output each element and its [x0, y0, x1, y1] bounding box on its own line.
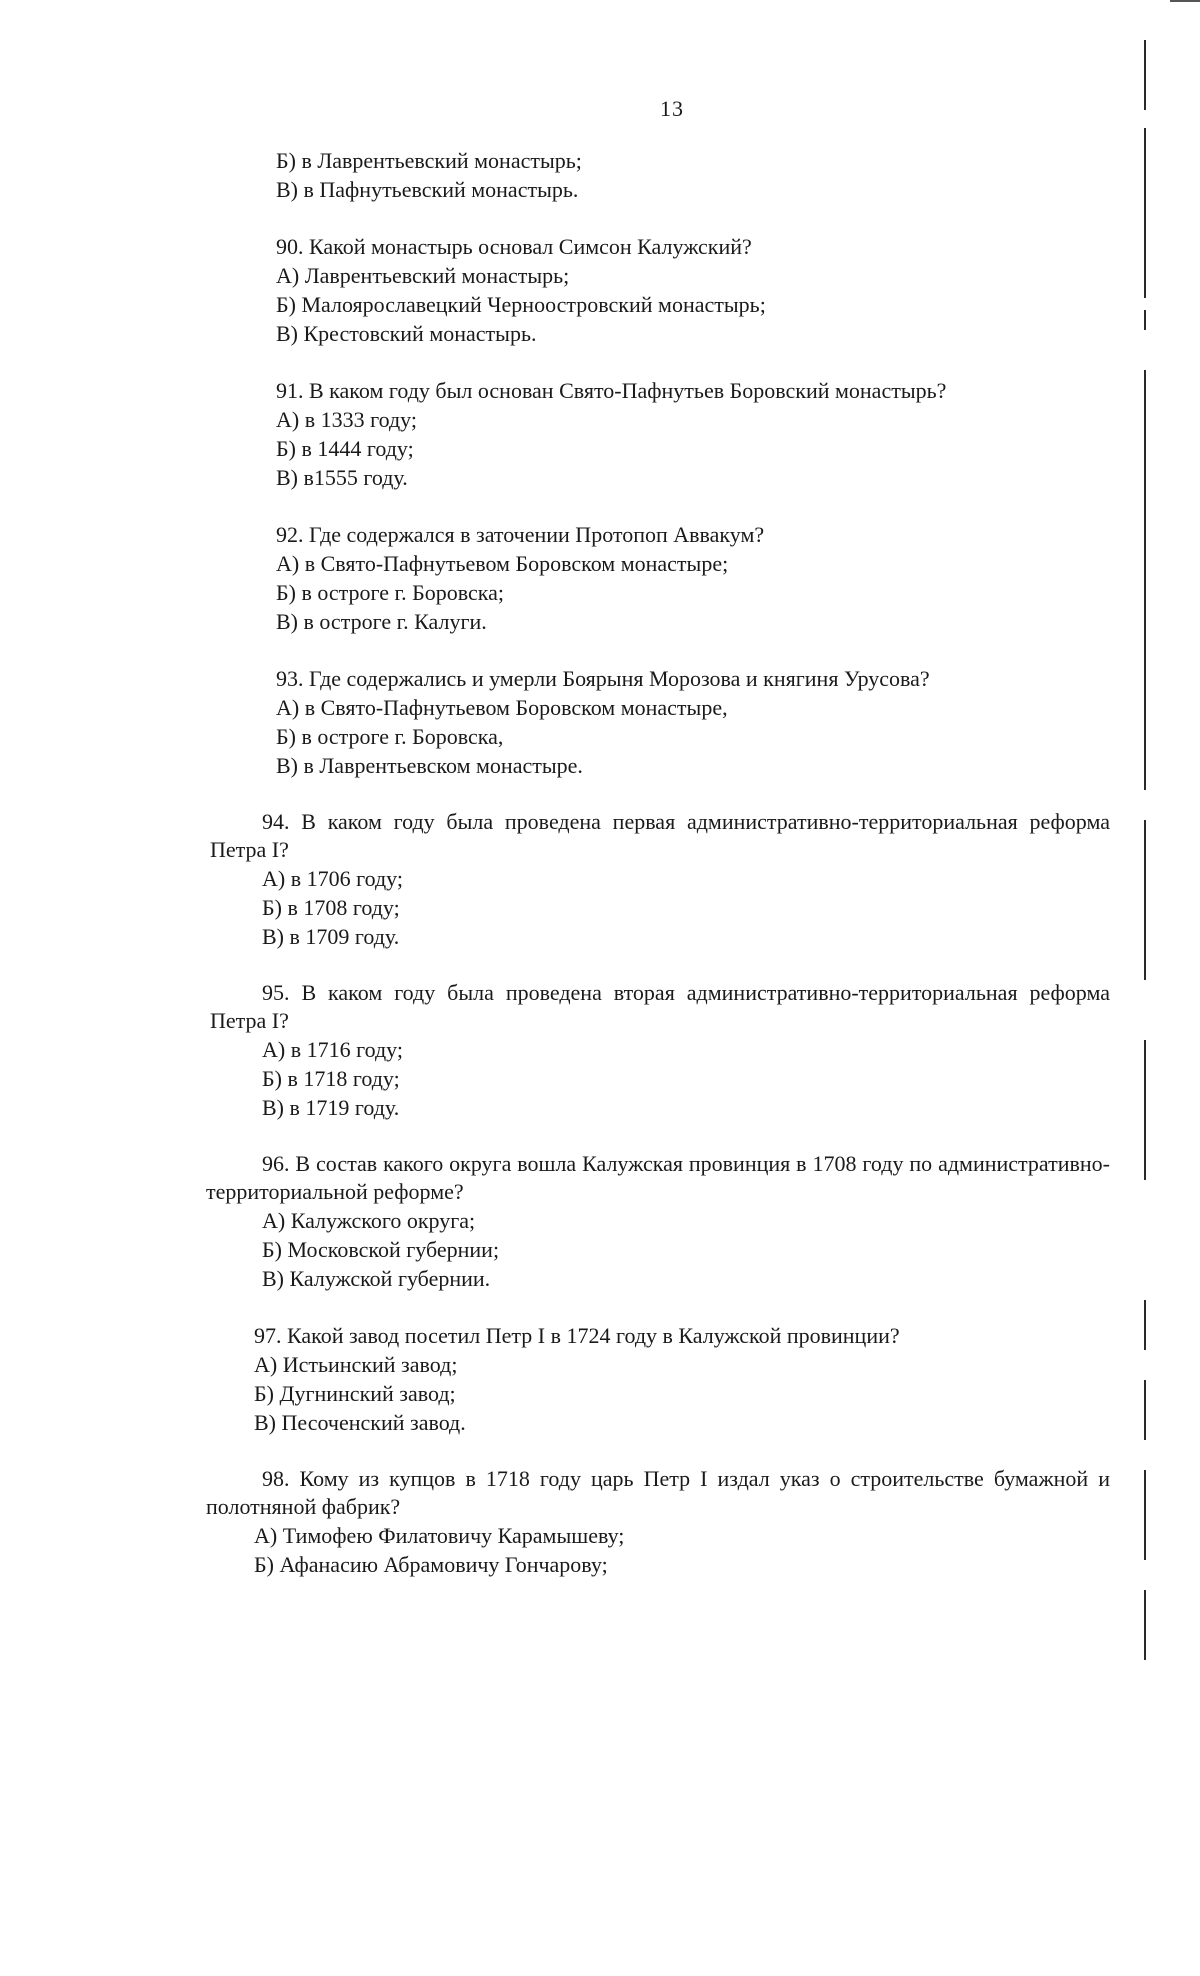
question-text: 96. В состав какого округа вошла Калужская провинция в 1708 году по административно-территориальной реформе? [206, 1151, 1110, 1204]
answer-option: А) в 1706 году; [262, 866, 403, 891]
answer-option: Б) в 1708 году; [262, 895, 400, 920]
question-text: 94. В каком году была проведена первая административно-территориальная реформа Петра I? [210, 809, 1110, 862]
scan-artifact-mark [1170, 0, 1200, 2]
answer-option: Б) в 1444 году; [276, 436, 414, 461]
page-number: 13 [660, 96, 684, 121]
answer-option: В) в Пафнутьевский монастырь. [276, 177, 579, 202]
answer-option: А) Истьинский завод; [254, 1352, 458, 1377]
question-text: 95. В каком году была проведена вторая административно-территориальная реформа Петра I? [210, 980, 1110, 1033]
answer-option: А) Тимофею Филатовичу Карамышеву; [254, 1523, 625, 1548]
answer-option: А) в 1716 году; [262, 1037, 403, 1062]
answer-option: В) в 1709 году. [262, 924, 400, 949]
question-text: 97. Какой завод посетил Петр I в 1724 году в Калужской провинции? [254, 1323, 900, 1348]
question-text: 92. Где содержался в заточении Протопоп Аввакум? [276, 522, 765, 547]
question-text: 90. Какой монастырь основал Симсон Калужский? [276, 234, 752, 259]
answer-option: А) в Свято-Пафнутьевом Боровском монастыре; [276, 551, 729, 576]
answer-option: Б) в остроге г. Боровска; [276, 580, 504, 605]
answer-option: В) в остроге г. Калуги. [276, 609, 487, 634]
answer-option: В) в1555 году. [276, 465, 408, 490]
answer-option: В) Песоченский завод. [254, 1410, 466, 1435]
answer-option: Б) в 1718 году; [262, 1066, 400, 1091]
answer-option: А) Калужского округа; [262, 1208, 476, 1233]
answer-option: Б) Малоярославецкий Черноостровский монастырь; [276, 292, 766, 317]
scan-edge-line [1144, 1590, 1146, 1660]
answer-option: В) Крестовский монастырь. [276, 321, 537, 346]
question-text: 98. Кому из купцов в 1718 году царь Петр I издал указ о строительстве бумажной и полотняной фабрик? [206, 1466, 1110, 1519]
answer-option: А) в 1333 году; [276, 407, 417, 432]
answer-option: А) Лаврентьевский монастырь; [276, 263, 570, 288]
answer-option: В) в Лаврентьевском монастыре. [276, 753, 583, 778]
answer-option: Б) в остроге г. Боровска, [276, 724, 504, 749]
question-text: 93. Где содержались и умерли Боярыня Морозова и княгиня Урусова? [276, 666, 930, 691]
scan-edge-line [1144, 40, 1146, 110]
question-text: 91. В каком году был основан Свято-Пафнутьев Боровский монастырь? [276, 378, 947, 403]
answer-option: А) в Свято-Пафнутьевом Боровском монастыре, [276, 695, 728, 720]
answer-option: В) Калужской губернии. [262, 1266, 491, 1291]
question-list [0, 146, 1200, 1579]
answer-option: Б) Афанасию Абрамовичу Гончарову; [254, 1552, 608, 1577]
answer-option: В) в 1719 году. [262, 1095, 400, 1120]
answer-option: Б) Московской губернии; [262, 1237, 500, 1262]
answer-option: Б) в Лаврентьевский монастырь; [276, 148, 582, 173]
answer-option: Б) Дугнинский завод; [254, 1381, 456, 1406]
